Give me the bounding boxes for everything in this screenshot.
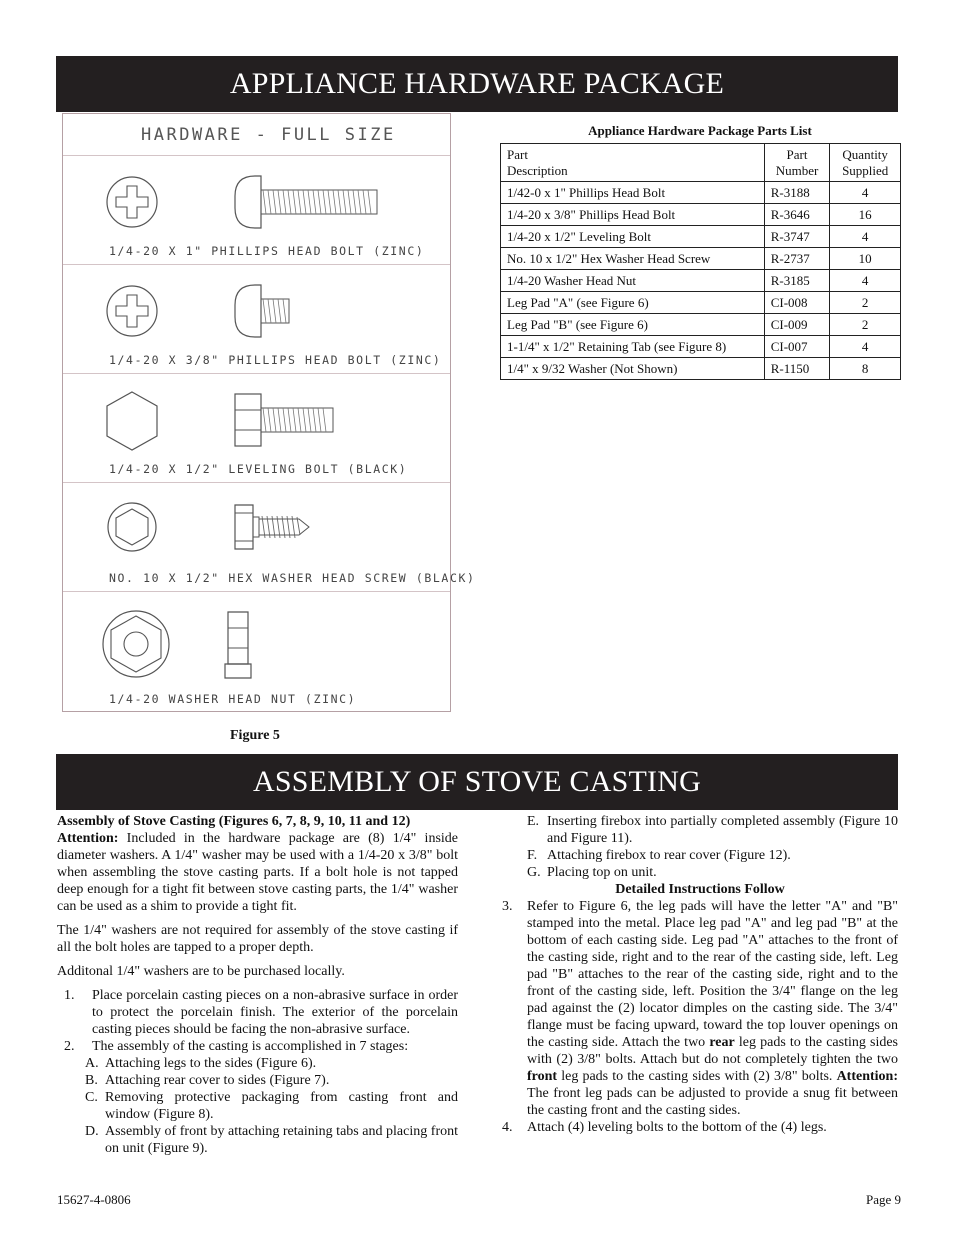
stage-text: Attaching firebox to rear cover (Figure 12). — [547, 848, 791, 863]
table-row — [501, 336, 901, 358]
part-description: 1/42-0 x 1" Phillips Head Bolt — [501, 182, 765, 204]
part-quantity: 16 — [830, 204, 901, 226]
stage-letter: C. — [85, 1090, 98, 1105]
list-item — [57, 1123, 458, 1157]
list-item — [502, 813, 898, 847]
part-number: CI-007 — [764, 336, 830, 358]
parts-table-header-row — [501, 144, 901, 182]
assembly-heading: Assembly of Stove Casting (Figures 6, 7, 8, 9, 10, 11 and 12) — [57, 814, 411, 829]
part-description: Leg Pad "B" (see Figure 6) — [501, 314, 765, 336]
detailed-instructions-heading: Detailed Instructions Follow — [615, 882, 785, 897]
part-description: 1/4" x 9/32 Washer (Not Shown) — [501, 358, 765, 380]
step-number: 4. — [502, 1120, 513, 1135]
hardware-figure — [62, 113, 476, 712]
stage-text: Placing top on unit. — [547, 865, 657, 880]
part-quantity: 4 — [830, 336, 901, 358]
washers-paragraph: The 1/4" washers are not required for assembly of the stove casting if all the bolt holes are tapped to a proper depth. — [57, 923, 458, 955]
stage-text: Assembly of front by attaching retaining tabs and placing front on unit (Figure 9). — [105, 1124, 458, 1156]
part-quantity: 2 — [830, 292, 901, 314]
header-quantity-supplied: Quantity Supplied — [830, 144, 901, 182]
stage-letter: A. — [85, 1056, 99, 1071]
step-2 — [57, 1038, 458, 1055]
part-description: Leg Pad "A" (see Figure 6) — [501, 292, 765, 314]
hardware-figure-header-text: HARDWARE - FULL SIZE — [141, 124, 396, 145]
page-number: Page 9 — [865, 1192, 901, 1207]
part-quantity: 4 — [830, 226, 901, 248]
assembly-right-column — [502, 813, 898, 1136]
figure-caption: Figure 5 — [230, 728, 280, 743]
stage-letter: B. — [85, 1073, 98, 1088]
attention-label: Attention: — [57, 831, 119, 846]
part-description: 1/4-20 Washer Head Nut — [501, 270, 765, 292]
part-number: R-2737 — [764, 248, 830, 270]
part-number: R-3646 — [764, 204, 830, 226]
additional-washers-paragraph: Additonal 1/4" washers are to be purchased locally. — [57, 964, 345, 979]
assembly-banner — [56, 754, 898, 810]
step-3 — [502, 898, 898, 1119]
table-row — [501, 182, 901, 204]
part-quantity: 2 — [830, 314, 901, 336]
parts-list-table — [500, 143, 901, 380]
hardware-package-banner — [56, 56, 898, 112]
attention-paragraph — [57, 830, 458, 915]
part-quantity: 8 — [830, 358, 901, 380]
part-number: R-3188 — [764, 182, 830, 204]
stage-letter: D. — [85, 1124, 99, 1139]
part-description: No. 10 x 1/2" Hex Washer Head Screw — [501, 248, 765, 270]
header-part-description: Part Description — [501, 144, 765, 182]
hardware-package-title: APPLIANCE HARDWARE PACKAGE — [229, 67, 725, 100]
stage-text: Inserting firebox into partially completed assembly (Figure 10 and Figure 11). — [547, 814, 898, 846]
part-number: CI-008 — [764, 292, 830, 314]
step-1 — [57, 987, 458, 1038]
assembly-left-column — [57, 813, 458, 1157]
part-quantity: 10 — [830, 248, 901, 270]
hardware-item-hex-washer-screw — [63, 483, 476, 592]
table-row — [501, 248, 901, 270]
attention-text: Included in the hardware package are (8) 1/4" inside diameter washers. A 1/4" washer may be used with a 1/4-20 x 3/8" bolt when assembling the stove casting parts. If a bolt hole is not tapped deep enough for a tight fit between stove casting parts, the 1/4" washer can be used as a shim to provide a tight fit. — [57, 831, 458, 914]
hardware-item-caption: NO. 10 X 1/2" HEX WASHER HEAD SCREW (BLACK) — [109, 571, 476, 585]
part-description: 1/4-20 x 3/8" Phillips Head Bolt — [501, 204, 765, 226]
hardware-item-caption: 1/4-20 X 1/2" LEVELING BOLT (BLACK) — [109, 462, 408, 476]
table-row — [501, 314, 901, 336]
document-number: 15627-4-0806 — [57, 1192, 131, 1207]
list-item — [57, 1089, 458, 1123]
part-number: CI-009 — [764, 314, 830, 336]
table-row — [501, 292, 901, 314]
step-4 — [502, 1119, 898, 1136]
hardware-item-caption: 1/4-20 X 1" PHILLIPS HEAD BOLT (ZINC) — [109, 244, 425, 258]
step-text: The assembly of the casting is accomplished in 7 stages: — [92, 1039, 409, 1054]
hardware-item-washer-head-nut — [63, 592, 450, 712]
step-number: 2. — [64, 1039, 75, 1054]
list-item — [57, 1055, 458, 1072]
table-row — [501, 270, 901, 292]
hardware-item-phillips-1in — [63, 156, 450, 265]
hardware-item-phillips-3-8in — [63, 265, 450, 374]
step-number: 3. — [502, 899, 513, 914]
part-description: 1/4-20 x 1/2" Leveling Bolt — [501, 226, 765, 248]
part-number: R-3185 — [764, 270, 830, 292]
stage-text: Attaching rear cover to sides (Figure 7). — [105, 1073, 330, 1088]
table-row — [501, 204, 901, 226]
list-item — [57, 1072, 458, 1089]
header-part-number: Part Number — [764, 144, 830, 182]
hardware-item-leveling-bolt — [63, 374, 450, 483]
part-quantity: 4 — [830, 270, 901, 292]
table-row — [501, 226, 901, 248]
hardware-item-caption: 1/4-20 WASHER HEAD NUT (ZINC) — [109, 692, 357, 706]
stage-text: Attaching legs to the sides (Figure 6). — [105, 1056, 317, 1071]
hardware-figure-header — [63, 114, 450, 156]
part-quantity: 4 — [830, 182, 901, 204]
stage-letter: E. — [527, 814, 540, 829]
assembly-title: ASSEMBLY OF STOVE CASTING — [253, 765, 701, 798]
part-number: R-1150 — [764, 358, 830, 380]
step-number: 1. — [64, 988, 75, 1003]
table-row — [501, 358, 901, 380]
step-text: Place porcelain casting pieces on a non-abrasive surface in order to protect the porcelain finish. The exterior of the porcelain casting pieces should be facing the non-abrasive surface. — [92, 988, 458, 1037]
step-text: Refer to Figure 6, the leg pads will have the letter "A" and "B" stamped into the metal. Place leg pad "A" and leg pad "B" at the bottom of each casting side. Leg pad "A" attaches to the front of the casting side, right and to the rear of the casting side, left. Leg pad "B" attaches to the rear of the casting side, right and to the front of the casting side, left. Position the 3/4" flange on the leg pad against the (2) locator dimples on the casting side. The 3/4" flange must be facing upward, toward the top louver openings on the casting side. Attach the two rear leg pads to the casting sides with (2) 3/8" bolts. Attach but do not completely tighten the two front leg pads to the casting sides with (2) 3/8" bolts. Attention: The front leg pads can be adjusted to provide a snug fit between the casting front and the casting sides. — [527, 899, 898, 1118]
stage-letter: G. — [527, 865, 541, 880]
list-item — [502, 864, 898, 881]
parts-list-title: Appliance Hardware Package Parts List — [588, 123, 812, 138]
list-item — [502, 847, 898, 864]
step-text: Attach (4) leveling bolts to the bottom of the (4) legs. — [527, 1120, 827, 1135]
stage-text: Removing protective packaging from casting front and window (Figure 8). — [105, 1090, 458, 1122]
part-number: R-3747 — [764, 226, 830, 248]
part-description: 1-1/4" x 1/2" Retaining Tab (see Figure 8) — [501, 336, 765, 358]
stage-letter: F. — [527, 848, 538, 863]
hardware-item-caption: 1/4-20 X 3/8" PHILLIPS HEAD BOLT (ZINC) — [109, 353, 442, 367]
